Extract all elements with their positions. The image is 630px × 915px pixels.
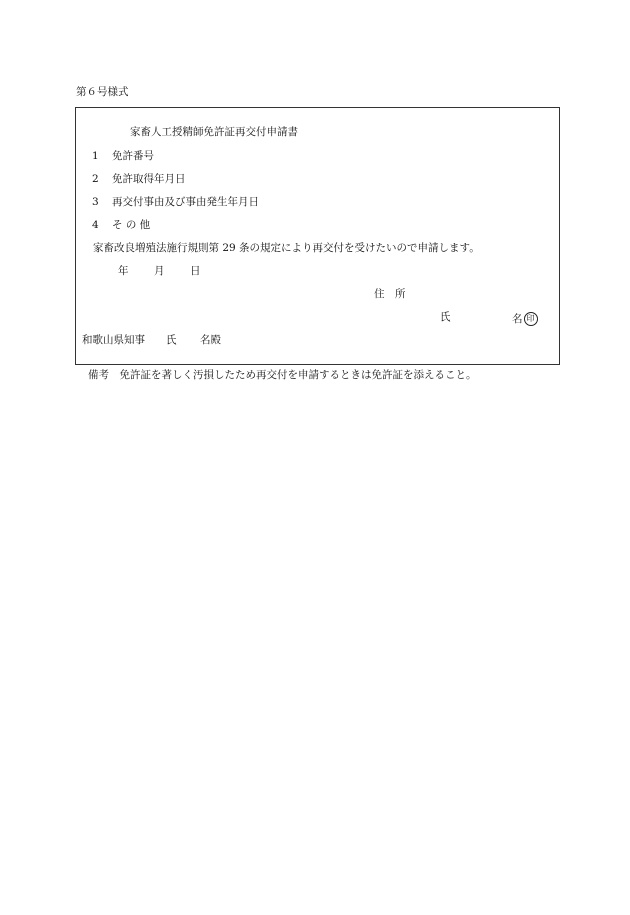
item-number-1: 1 bbox=[92, 150, 99, 162]
form-number: 第６号様式 bbox=[76, 86, 129, 98]
item-label-other: そ の 他 bbox=[112, 219, 151, 231]
name-label-first: 氏 bbox=[440, 311, 451, 323]
name-label-last bbox=[512, 312, 538, 326]
form-title: 家畜人工授精師免許証再交付申請書 bbox=[130, 126, 298, 138]
item-label-license-date: 免許取得年月日 bbox=[112, 173, 186, 185]
address-label: 住 所 bbox=[374, 288, 406, 300]
item-number-4: 4 bbox=[92, 219, 99, 231]
item-label-reissue-reason: 再交付事由及び事由発生年月日 bbox=[112, 196, 259, 208]
addressee-name-first: 氏 bbox=[166, 334, 177, 346]
addressee-name-last: 名殿 bbox=[200, 334, 221, 346]
date-month: 月 bbox=[154, 265, 165, 277]
addressee-title: 和歌山県知事 bbox=[82, 334, 145, 346]
application-statement: 家畜改良増殖法施行規則第 29 条の規定により再交付を受けたいので申請します。 bbox=[93, 242, 480, 254]
item-number-3: 3 bbox=[92, 196, 99, 208]
name-label-last-char: 名 bbox=[512, 313, 523, 325]
form-box bbox=[75, 107, 560, 365]
item-label-license-number: 免許番号 bbox=[112, 150, 154, 162]
seal-mark: 印 bbox=[524, 312, 538, 326]
remarks-note: 備考 免許証を著しく汚損したため再交付を申請するときは免許証を添えること。 bbox=[88, 369, 477, 381]
date-year: 年 bbox=[118, 265, 129, 277]
date-day: 日 bbox=[190, 265, 201, 277]
item-number-2: 2 bbox=[92, 173, 99, 185]
